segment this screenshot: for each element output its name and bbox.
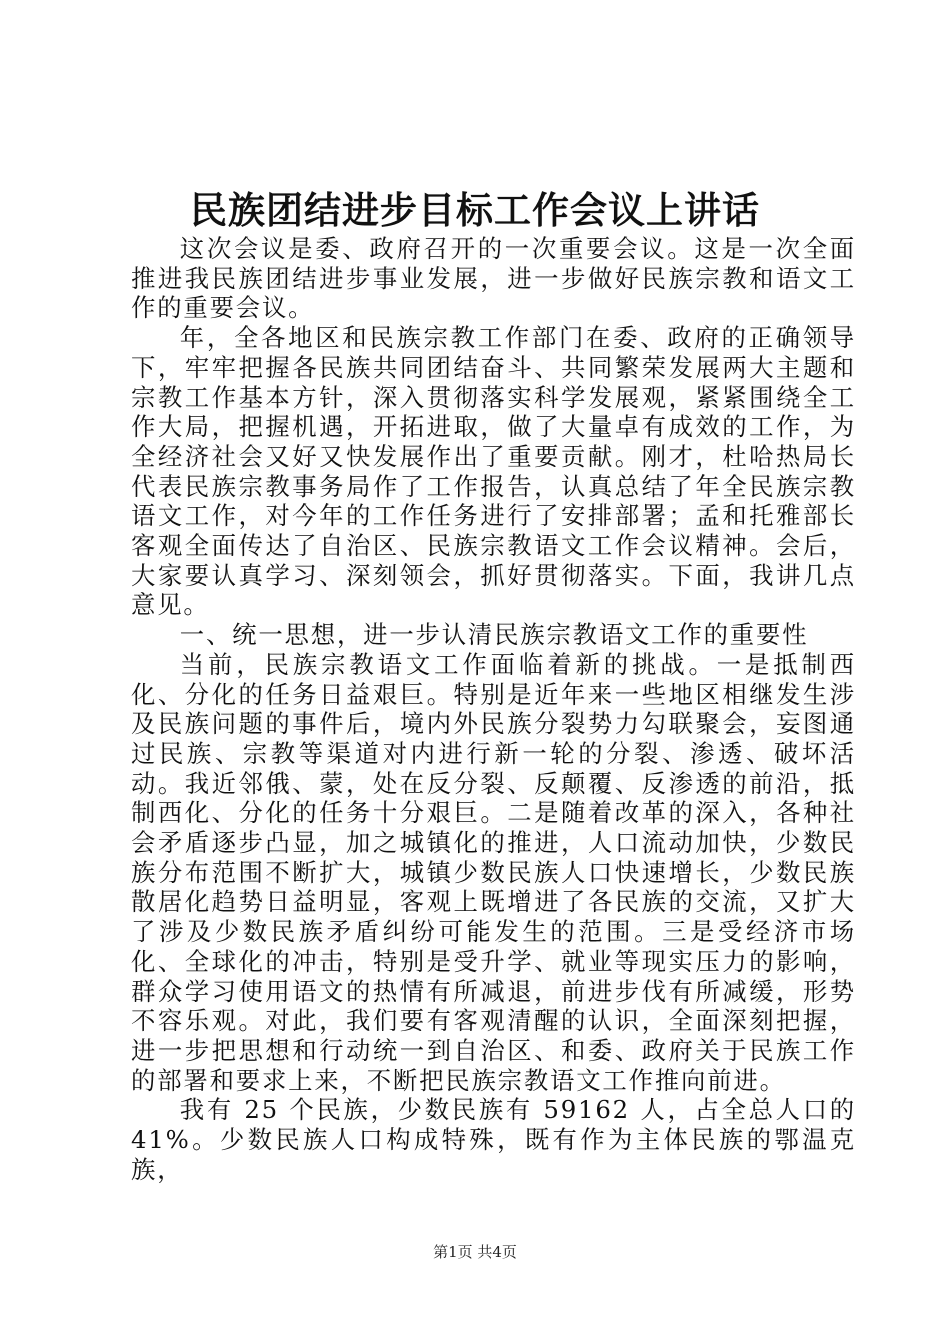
paragraph-review: 年，全各地区和民族宗教工作部门在委、政府的正确领导下，牢牢把握各民族共同团结奋斗、共同繁荣发展两大主题和宗教工作基本方针，深入贯彻落实科学发展观，紧紧围绕全工作大局，把握机遇，开拓进取，做了大量卓有成效的工作，为全经济社会又好又快发展作出了重要贡献。刚才，杜哈热局长代表民族宗教事务局作了工作报告，认真总结了年全民族宗教语文工作，对今年的工作任务进行了安排部署；孟和托雅部长客观全面传达了自治区、民族宗教语文工作会议精神。会后，大家要认真学习、深刻领会，抓好贯彻落实。下面，我讲几点意见。 xyxy=(131,323,856,620)
document-body xyxy=(131,234,856,1185)
document-title: 民族团结进步目标工作会议上讲话 xyxy=(190,188,760,232)
paragraph-intro: 这次会议是委、政府召开的一次重要会议。这是一次全面推进我民族团结进步事业发展，进一步做好民族宗教和语文工作的重要会议。 xyxy=(131,234,856,323)
section-heading-1: 一、统一思想，进一步认清民族宗教语文工作的重要性 xyxy=(179,620,809,650)
paragraph-population: 我有 25 个民族，少数民族有 59162 人，占全总人口的 41%。少数民族人口构成特殊，既有作为主体民族的鄂温克族， xyxy=(131,1095,856,1184)
paragraph-challenges: 当前，民族宗教语文工作面临着新的挑战。一是抵制西化、分化的任务日益艰巨。特别是近年来一些地区相继发生涉及民族问题的事件后，境内外民族分裂势力勾联聚会，妄图通过民族、宗教等渠道对内进行新一轮的分裂、渗透、破坏活动。我近邻俄、蒙，处在反分裂、反颠覆、反渗透的前沿，抵制西化、分化的任务十分艰巨。二是随着改革的深入，各种社会矛盾逐步凸显，加之城镇化的推进，人口流动加快，少数民族分布范围不断扩大，城镇少数民族人口快速增长，少数民族散居化趋势日益明显，客观上既增进了各民族的交流，又扩大了涉及少数民族矛盾纠纷可能发生的范围。三是受经济市场化、全球化的冲击，特别是受升学、就业等现实压力的影响，群众学习使用语文的热情有所减退，前进步伐有所减缓，形势不容乐观。对此，我们要有客观清醒的认识，全面深刻把握，进一步把思想和行动统一到自治区、和委、政府关于民族工作的部署和要求上来，不断把民族宗教语文工作推向前进。 xyxy=(131,649,856,1095)
page-footer: 第1页 共4页 xyxy=(433,1243,517,1261)
